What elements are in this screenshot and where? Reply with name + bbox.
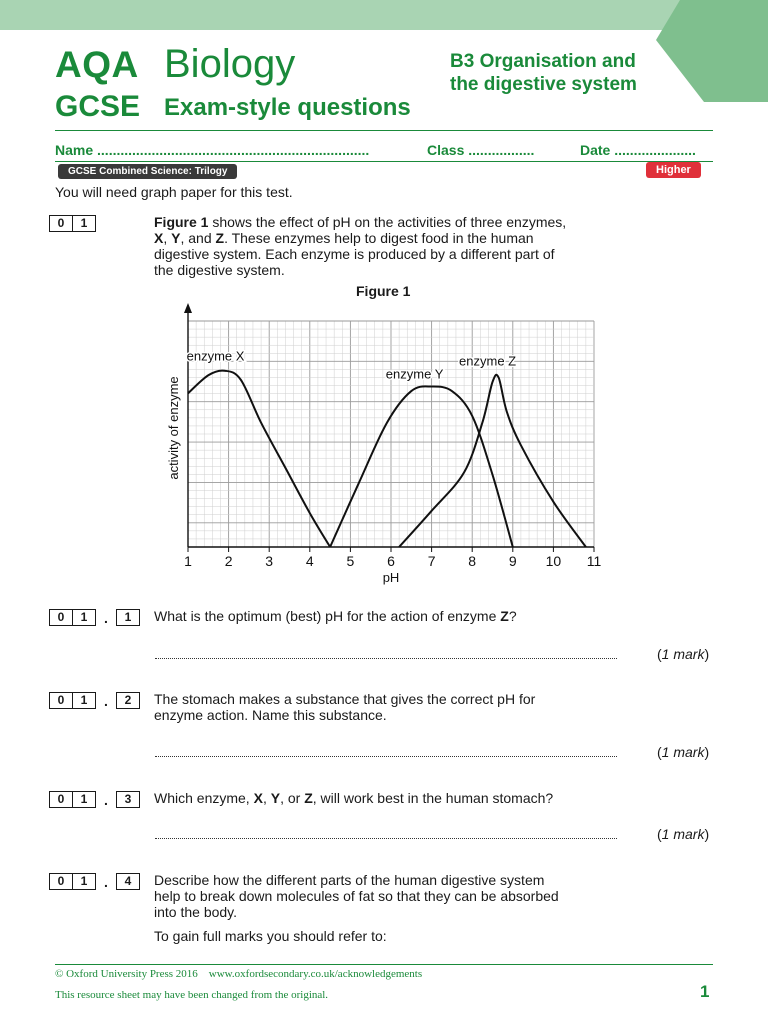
- y-axis-label: activity of enzyme: [166, 376, 181, 480]
- chart-series: [188, 371, 586, 547]
- figure-title: Figure 1: [356, 283, 411, 299]
- trilogy-badge: GCSE Combined Science: Trilogy: [58, 164, 237, 179]
- qnum-digit: 0: [49, 873, 73, 890]
- topic-line-2: the digestive system: [450, 74, 637, 95]
- series-label: enzyme X: [186, 348, 245, 364]
- footer-note: This resource sheet may have been changed from the original.: [55, 989, 329, 1001]
- qnum-digit: 1: [116, 609, 140, 626]
- mark-01-3: (1 mark): [657, 826, 710, 842]
- x-tick-label: 10: [545, 553, 562, 569]
- qnum-digit: 1: [73, 692, 96, 709]
- series-line-enzyme-x: [188, 371, 330, 547]
- class-field[interactable]: Class .................: [427, 142, 535, 158]
- topic-line-1: B3 Organisation and: [450, 51, 636, 72]
- x-axis-label: pH: [382, 570, 400, 585]
- exam-title: Exam-style questions: [164, 94, 411, 121]
- higher-badge: Higher: [646, 162, 701, 178]
- acknowledgements-link[interactable]: www.oxfordsecondary.co.uk/acknowledgements: [208, 968, 423, 980]
- question-number-01-2: 0 1 . 2: [49, 692, 140, 709]
- qnum-digit: 3: [116, 791, 140, 808]
- question-01-1-text: What is the optimum (best) pH for the action of enzyme Z?: [154, 608, 517, 624]
- qnum-digit: 0: [49, 791, 73, 808]
- qnum-digit: 0: [49, 609, 73, 626]
- answer-line-01-1[interactable]: [155, 657, 617, 659]
- question-number-01-4: 0 1 . 4: [49, 873, 140, 890]
- series-line-enzyme-z: [399, 375, 586, 547]
- series-label: enzyme Z: [459, 353, 517, 369]
- question-01-text: Figure 1 shows the effect of pH on the activities of three enzymes, X, Y, and Z. These enzymes help to digest food in the human digestive system. Each enzyme is produced by a different part of the digestive system.: [154, 214, 567, 278]
- qnum-digit: 1: [73, 609, 96, 626]
- x-tick-label: 1: [184, 553, 192, 569]
- answer-line-01-3[interactable]: [155, 837, 617, 839]
- series-label: enzyme Y: [385, 366, 444, 382]
- chart-axes: [184, 303, 594, 547]
- question-number-01-1: 0 1 . 1: [49, 609, 140, 626]
- x-tick-label: 2: [224, 553, 233, 569]
- y-axis-arrow: [184, 303, 192, 313]
- x-tick-label: 9: [508, 553, 517, 569]
- answer-line-01-2[interactable]: [155, 755, 617, 757]
- chart-labels: [166, 349, 516, 585]
- mark-01-1: (1 mark): [657, 646, 710, 662]
- figure-ref: Figure 1: [154, 214, 209, 230]
- aqa-logo: AQA: [55, 44, 139, 85]
- qnum-digit: 0: [49, 692, 73, 709]
- x-tick-label: 7: [427, 553, 436, 569]
- question-01-2-text: The stomach makes a substance that gives the correct pH for enzyme action. Name this substance.: [154, 691, 536, 723]
- qnum-digit: 0: [49, 215, 73, 232]
- question-01-3-text: Which enzyme, X, Y, or Z, will work best in the human stomach?: [154, 790, 554, 806]
- x-tick-label: 5: [346, 553, 355, 569]
- question-01-4-text: Describe how the different parts of the human digestive system help to break down molecules of fat so that they can be absorbed into the body. To gain full marks you should refer to:: [154, 872, 559, 944]
- x-tick-label: 4: [305, 553, 314, 569]
- name-field[interactable]: Name ......................................................................: [55, 142, 370, 158]
- qnum-digit: 1: [73, 791, 96, 808]
- x-tick-label: 11: [586, 553, 602, 569]
- subject-title: Biology: [164, 42, 296, 86]
- page-number: 1: [700, 982, 710, 1001]
- question-number-01-3: 0 1 . 3: [49, 791, 140, 808]
- qnum-digit: 2: [116, 692, 140, 709]
- chart-ticks: [184, 547, 601, 569]
- qnum-digit: 1: [73, 873, 96, 890]
- intro-text: You will need graph paper for this test.: [55, 184, 293, 200]
- footer-divider: [55, 964, 713, 965]
- copyright: © Oxford University Press 2016 www.oxfordsecondary.co.uk/acknowledgements: [55, 968, 423, 980]
- qnum-digit: 1: [73, 215, 96, 232]
- date-field[interactable]: Date .....................: [580, 142, 696, 158]
- x-tick-label: 3: [265, 553, 274, 569]
- qnum-digit: 4: [116, 873, 140, 890]
- chart-grid: [188, 321, 594, 547]
- gcse-label: GCSE: [55, 90, 141, 123]
- x-tick-label: 6: [387, 553, 395, 569]
- x-tick-label: 8: [468, 553, 477, 569]
- mark-01-2: (1 mark): [657, 744, 710, 760]
